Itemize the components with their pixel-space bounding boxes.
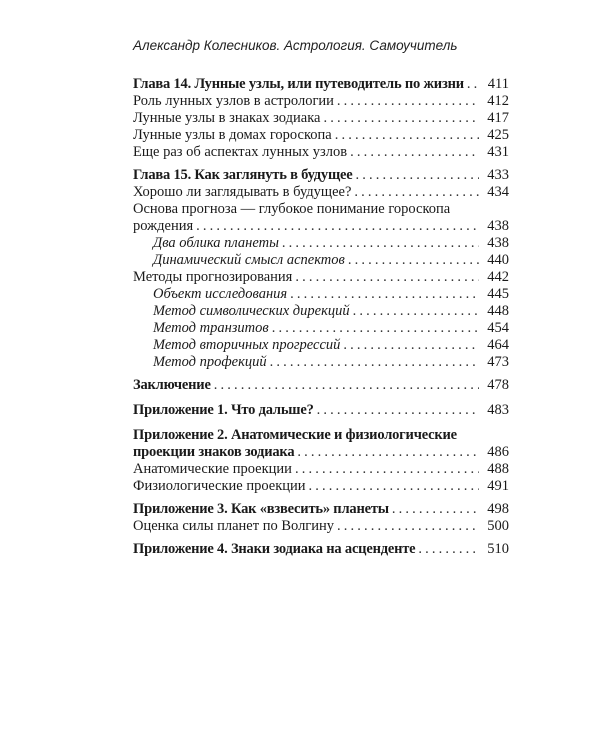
dot-leader: [290, 286, 479, 303]
toc-entry-page: 478: [487, 377, 509, 393]
toc-entry-title: Роль лунных узлов в астрологии: [133, 93, 334, 109]
toc-entry-page: 434: [487, 184, 509, 200]
toc-entry: [133, 478, 509, 495]
toc-entry: [133, 286, 509, 303]
toc-entry: [133, 402, 509, 419]
toc-entry-title: Метод профекций: [153, 354, 267, 370]
toc-entry-page: 498: [487, 501, 509, 517]
toc-entry-page: 412: [487, 93, 509, 109]
toc-entry: [133, 501, 509, 518]
toc-entry-page: 425: [487, 127, 509, 143]
toc-entry-page: 431: [487, 144, 509, 160]
toc-entry-title: Глава 15. Как заглянуть в будущее: [133, 167, 353, 183]
dot-leader: [196, 218, 479, 235]
toc-entry-title: Оценка силы планет по Волгину: [133, 518, 335, 534]
toc-entry-page: 488: [487, 461, 509, 477]
toc-entry-page: 486: [487, 444, 509, 460]
toc-entry-title: Лунные узлы в знаках зодиака: [133, 110, 321, 126]
toc-entry-title: Основа прогноза — глубокое понимание гороскопа: [133, 201, 451, 217]
toc-entry: [133, 541, 509, 558]
table-of-contents: [133, 76, 509, 558]
toc-entry-page: 510: [487, 541, 509, 557]
dot-leader: [337, 518, 479, 535]
toc-entry-title: Методы прогнозирования: [133, 269, 293, 285]
toc-entry: [133, 427, 509, 444]
dot-leader: [317, 402, 479, 419]
toc-entry-page: 445: [487, 286, 509, 302]
dot-leader: [418, 541, 479, 558]
toc-entry-title: Еще раз об аспектах лунных узлов: [133, 144, 348, 160]
toc-entry: [133, 144, 509, 161]
toc-entry: [133, 269, 509, 286]
toc-entry-page: 442: [487, 269, 509, 285]
dot-leader: [343, 337, 479, 354]
toc-entry-page: 433: [487, 167, 509, 183]
toc-entry: [133, 218, 509, 235]
toc-entry-page: 438: [487, 218, 509, 234]
toc-entry-title: Хорошо ли заглядывать в будущее?: [133, 184, 352, 200]
toc-entry: [133, 201, 509, 218]
toc-entry: [133, 93, 509, 110]
toc-entry: [133, 377, 509, 394]
toc-entry-page: 464: [487, 337, 509, 353]
toc-entry-title: Метод вторичных прогрессий: [153, 337, 341, 353]
dot-leader: [295, 269, 479, 286]
dot-leader: [353, 303, 479, 320]
toc-entry-page: 483: [487, 402, 509, 418]
toc-entry-title: Приложение 3. Как «взвесить» планеты: [133, 501, 389, 517]
toc-entry-page: 417: [487, 110, 509, 126]
dot-leader: [295, 461, 479, 478]
toc-entry-title: Объект исследования: [153, 286, 288, 302]
dot-leader: [356, 167, 480, 184]
dot-leader: [467, 76, 479, 93]
toc-entry-page: 473: [487, 354, 509, 370]
dot-leader: [272, 320, 479, 337]
toc-entry: [133, 461, 509, 478]
toc-entry-page: 454: [487, 320, 509, 336]
toc-entry-title: Два облика планеты: [153, 235, 279, 251]
toc-entry: [133, 76, 509, 93]
toc-entry: [133, 235, 509, 252]
toc-entry-title: Анатомические проекции: [133, 461, 292, 477]
toc-entry-page: 500: [487, 518, 509, 534]
dot-leader: [297, 444, 479, 461]
dot-leader: [309, 478, 479, 495]
toc-entry-title: проекции знаков зодиака: [133, 444, 295, 460]
toc-entry-title: Физиологические проекции: [133, 478, 306, 494]
toc-entry-title: Динамический смысл аспектов: [153, 252, 345, 268]
toc-entry: [133, 354, 509, 371]
running-header: Александр Колесников. Астрология. Самоучитель: [133, 38, 458, 53]
toc-entry-title: Приложение 4. Знаки зодиака на асценденте: [133, 541, 416, 557]
toc-entry: [133, 337, 509, 354]
toc-entry: [133, 444, 509, 461]
toc-entry-title: Глава 14. Лунные узлы, или путеводитель по жизни: [133, 76, 464, 92]
toc-entry-page: 440: [487, 252, 509, 268]
toc-entry: [133, 518, 509, 535]
toc-entry-title: Заключение: [133, 377, 211, 393]
dot-leader: [335, 127, 479, 144]
toc-entry-title: рождения: [133, 218, 194, 234]
toc-entry: [133, 110, 509, 127]
toc-entry-page: 411: [487, 76, 509, 92]
toc-entry-title: Метод транзитов: [153, 320, 269, 336]
dot-leader: [323, 110, 479, 127]
toc-entry-title: Лунные узлы в домах гороскопа: [133, 127, 332, 143]
dot-leader: [350, 144, 479, 161]
toc-entry: [133, 184, 509, 201]
toc-entry-title: Метод символических дирекций: [153, 303, 350, 319]
dot-leader: [337, 93, 479, 110]
dot-leader: [348, 252, 479, 269]
dot-leader: [214, 377, 479, 394]
toc-entry: [133, 303, 509, 320]
toc-entry-page: 448: [487, 303, 509, 319]
toc-entry: [133, 320, 509, 337]
dot-leader: [354, 184, 479, 201]
toc-entry-page: 438: [487, 235, 509, 251]
dot-leader: [270, 354, 479, 371]
toc-entry-page: 491: [487, 478, 509, 494]
toc-entry: [133, 167, 509, 184]
toc-entry: [133, 127, 509, 144]
toc-entry-title: Приложение 2. Анатомические и физиологические: [133, 427, 457, 443]
dot-leader: [392, 501, 479, 518]
toc-entry: [133, 252, 509, 269]
dot-leader: [282, 235, 479, 252]
toc-entry-title: Приложение 1. Что дальше?: [133, 402, 314, 418]
